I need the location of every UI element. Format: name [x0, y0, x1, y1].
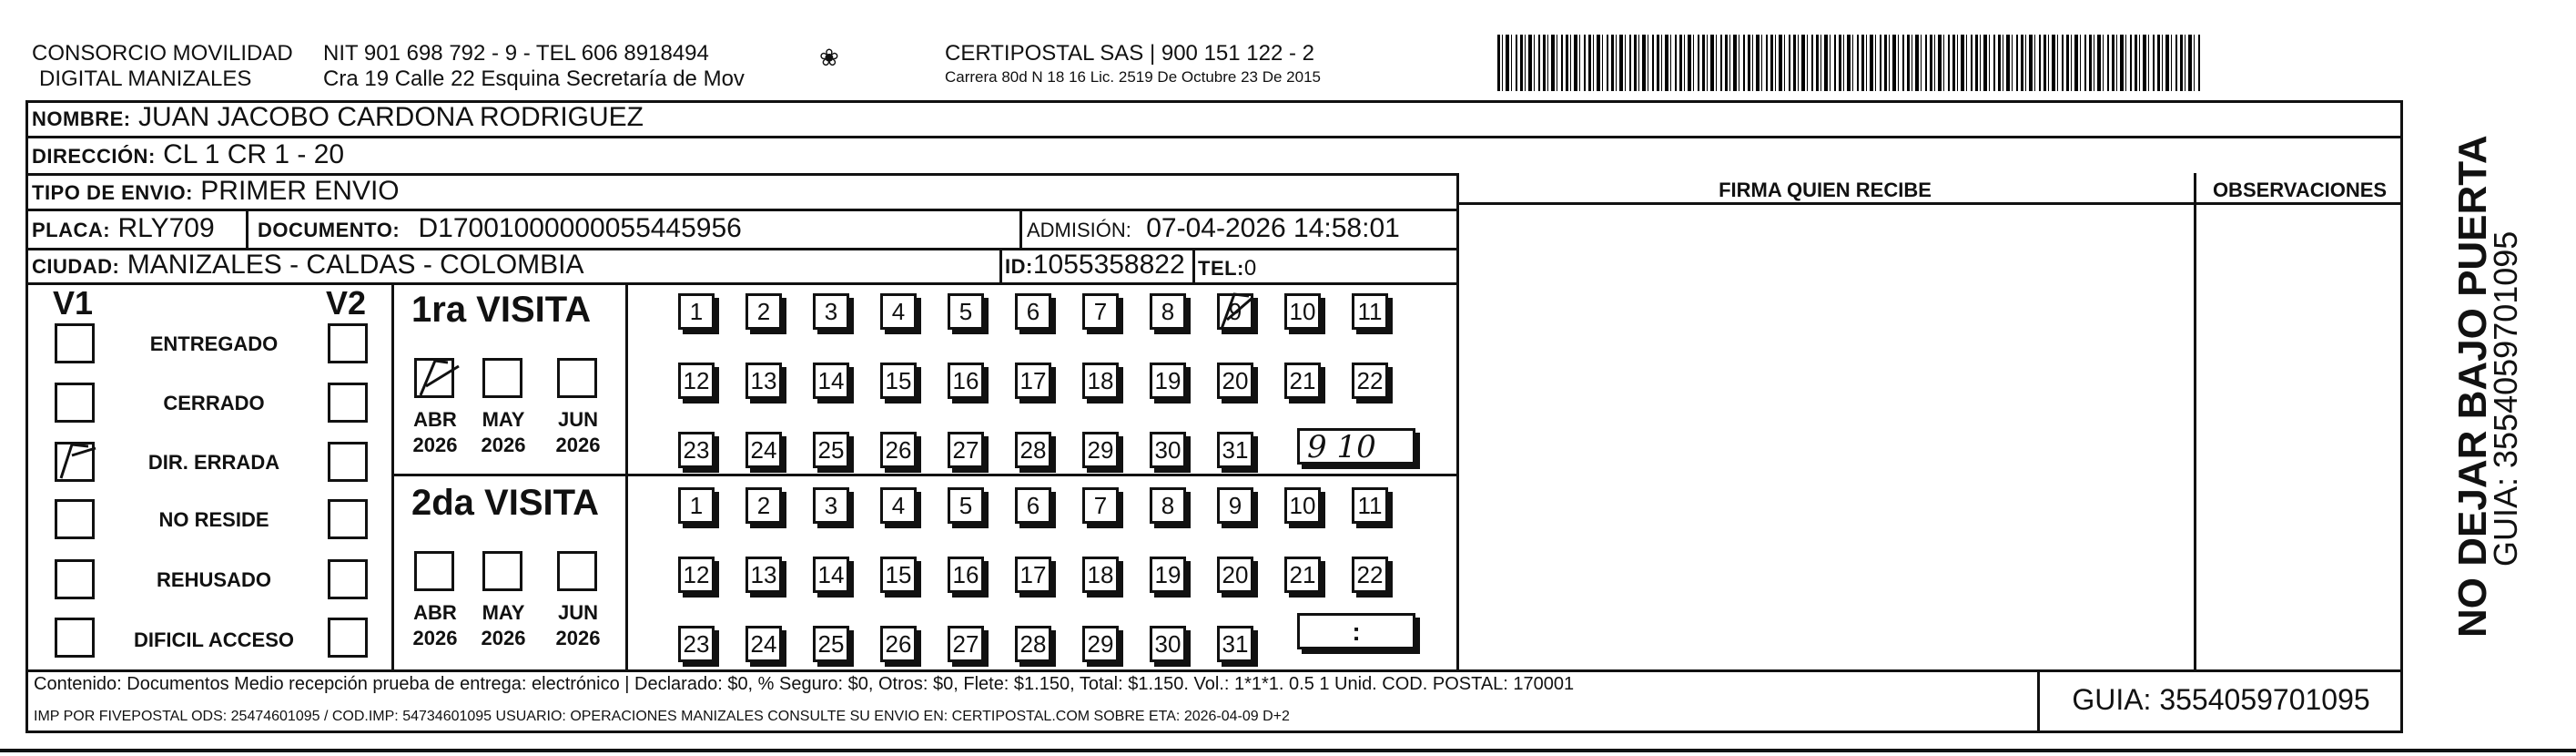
v1-no-reside-checkbox[interactable]: [55, 499, 95, 539]
v1-day-5[interactable]: 5: [948, 293, 984, 330]
admision-row: ADMISIÓN: 07-04-2026 14:58:01: [1027, 213, 1400, 243]
v1-month-may-checkbox[interactable]: [482, 358, 522, 398]
v1-day-18[interactable]: 18: [1082, 363, 1119, 399]
v1-day-31[interactable]: 31: [1217, 432, 1253, 468]
v1-day-27[interactable]: 27: [948, 432, 984, 468]
v1-month-abr-checkbox[interactable]: [414, 358, 454, 398]
v1-day-26[interactable]: 26: [880, 432, 917, 468]
courier-logo-icon: ❀: [819, 44, 839, 71]
v1-day-7[interactable]: 7: [1082, 293, 1119, 330]
v1-month-may: MAY: [482, 408, 525, 431]
v1-day-6[interactable]: 6: [1015, 293, 1051, 330]
v1-day-20[interactable]: 20: [1217, 363, 1253, 399]
v1-day-22[interactable]: 22: [1352, 363, 1388, 399]
v1-entregado-checkbox[interactable]: [55, 323, 95, 363]
v2-month-may-checkbox[interactable]: [482, 551, 522, 591]
v1-day-25[interactable]: 25: [813, 432, 849, 468]
handwritten-check-icon: [1216, 289, 1258, 332]
v2-day-4[interactable]: 4: [880, 487, 917, 524]
v2-day-12[interactable]: 12: [678, 557, 715, 593]
v2-day-2[interactable]: 2: [745, 487, 782, 524]
side-guia: GUIA: 3554059701095: [2487, 230, 2524, 567]
v2-day-25[interactable]: 25: [813, 626, 849, 662]
ciudad-row: CIUDAD: MANIZALES - CALDAS - COLOMBIA: [32, 250, 584, 280]
v1-day-16[interactable]: 16: [948, 363, 984, 399]
v2-month-abr: ABR: [413, 601, 457, 624]
v1-day-15[interactable]: 15: [880, 363, 917, 399]
v2-rehusado-checkbox[interactable]: [328, 559, 368, 599]
second-visit-time: :: [1352, 618, 1361, 646]
footer-guia: GUIA: 3554059701095: [2072, 683, 2370, 716]
tel-value: 0: [1243, 256, 1257, 281]
tipo-envio-value: PRIMER ENVIO: [200, 176, 400, 206]
status-entregado: ENTREGADO: [149, 332, 279, 355]
v2-dificil-acceso-checkbox[interactable]: [328, 618, 368, 658]
footer-content: Contenido: Documentos Medio recepción prueba de entrega: electrónico | Declarado: $0, % Seguro: $0, Otros: $0, Flete: $1.150, Total: $1.150. Vol.: 1*1*1. 0.5 1 Unid. COD. POSTAL: 170001: [34, 674, 1575, 694]
status-rehusado: REHUSADO: [157, 568, 271, 591]
v2-day-10[interactable]: 10: [1284, 487, 1321, 524]
v2-day-18[interactable]: 18: [1082, 557, 1119, 593]
v1-day-12[interactable]: 12: [678, 363, 715, 399]
observaciones-label: OBSERVACIONES: [2212, 179, 2388, 201]
second-visit-title: 2da VISITA: [411, 483, 599, 523]
second-visit-time-box[interactable]: [1297, 613, 1415, 649]
v1-year-jun: 2026: [555, 434, 601, 456]
v2-day-1[interactable]: 1: [678, 487, 715, 524]
v2-day-29[interactable]: 29: [1082, 626, 1119, 662]
v2-month-abr-checkbox[interactable]: [414, 551, 454, 591]
company-nit: NIT 901 698 792 - 9 - TEL 606 8918494 Cra 19 Calle 22 Esquina Secretaría de Mov: [323, 41, 745, 91]
v1-day-30[interactable]: 30: [1150, 432, 1186, 468]
v1-day-8[interactable]: 8: [1150, 293, 1186, 330]
v2-year-jun: 2026: [555, 627, 601, 649]
documento-row: DOCUMENTO: D17001000000055445956: [258, 213, 742, 243]
status-no-reside: NO RESIDE: [158, 508, 269, 531]
courier-info: CERTIPOSTAL SAS | 900 151 122 - 2 Carrera 80d N 18 16 Lic. 2519 De Octubre 23 De 2015: [945, 41, 1321, 86]
v1-dir-errada-checkbox[interactable]: [55, 442, 95, 482]
v1-cerrado-checkbox[interactable]: [55, 383, 95, 423]
direccion-value: CL 1 CR 1 - 20: [163, 139, 345, 169]
v2-day-27[interactable]: 27: [948, 626, 984, 662]
v1-month-jun-checkbox[interactable]: [557, 358, 597, 398]
v2-day-13[interactable]: 13: [745, 557, 782, 593]
v2-day-30[interactable]: 30: [1150, 626, 1186, 662]
v1-day-3[interactable]: 3: [813, 293, 849, 330]
v2-day-22[interactable]: 22: [1352, 557, 1388, 593]
v1-year-may: 2026: [481, 434, 526, 456]
placa-value: RLY709: [117, 213, 215, 243]
v2-day-16[interactable]: 16: [948, 557, 984, 593]
v1-day-21[interactable]: 21: [1284, 363, 1321, 399]
tipo-envio-row: TIPO DE ENVIO: PRIMER ENVIO: [32, 176, 400, 206]
v2-day-24[interactable]: 24: [745, 626, 782, 662]
v1-day-23[interactable]: 23: [678, 432, 715, 468]
id-value: 1055358822: [1032, 250, 1185, 280]
v2-month-jun: JUN: [557, 601, 598, 624]
v1-rehusado-checkbox[interactable]: [55, 559, 95, 599]
status-cerrado: CERRADO: [163, 392, 265, 414]
v1-month-jun: JUN: [557, 408, 598, 431]
status-dificil-acceso: DIFICIL ACCESO: [133, 628, 294, 651]
nombre-row: NOMBRE: JUAN JACOBO CARDONA RODRIGUEZ: [32, 102, 644, 132]
v2-label: V2: [326, 284, 367, 322]
v2-entregado-checkbox[interactable]: [328, 323, 368, 363]
tel-row: TEL:0: [1198, 256, 1257, 281]
bottom-rule: [0, 749, 2576, 752]
v2-no-reside-checkbox[interactable]: [328, 499, 368, 539]
v1-day-1[interactable]: 1: [678, 293, 715, 330]
footer-print-info: IMP POR FIVEPOSTAL ODS: 25474601095 / COD.IMP: 54734601095 USUARIO: OPERACIONES MANIZALES CONSULTE SU ENVIO EN: CERTIPOSTAL.COM SOBRE ETA: 2026-04-09 D+2: [34, 709, 1290, 724]
v2-year-may: 2026: [481, 627, 526, 649]
v1-day-17[interactable]: 17: [1015, 363, 1051, 399]
v1-day-11[interactable]: 11: [1352, 293, 1388, 330]
v2-month-jun-checkbox[interactable]: [557, 551, 597, 591]
v1-day-28[interactable]: 28: [1015, 432, 1051, 468]
v1-day-19[interactable]: 19: [1150, 363, 1186, 399]
v2-day-28[interactable]: 28: [1015, 626, 1051, 662]
v2-day-14[interactable]: 14: [813, 557, 849, 593]
v1-dificil-acceso-checkbox[interactable]: [55, 618, 95, 658]
v2-day-3[interactable]: 3: [813, 487, 849, 524]
side-warning: NO DEJAR BAJO PUERTA: [2450, 135, 2495, 638]
v1-day-2[interactable]: 2: [745, 293, 782, 330]
v1-day-14[interactable]: 14: [813, 363, 849, 399]
v2-day-23[interactable]: 23: [678, 626, 715, 662]
v2-dir-errada-checkbox[interactable]: [328, 442, 368, 482]
id-row: ID:1055358822: [1005, 250, 1185, 280]
placa-row: PLACA: RLY709: [32, 213, 215, 243]
v2-day-20[interactable]: 20: [1217, 557, 1253, 593]
v1-day-4[interactable]: 4: [880, 293, 917, 330]
v2-year-abr: 2026: [412, 627, 458, 649]
company-name: CONSORCIO MOVILIDAD DIGITAL MANIZALES: [32, 41, 293, 91]
v2-day-11[interactable]: 11: [1352, 487, 1388, 524]
v2-day-8[interactable]: 8: [1150, 487, 1186, 524]
first-visit-title: 1ra VISITA: [411, 290, 592, 330]
v1-label: V1: [53, 284, 94, 322]
v2-day-19[interactable]: 19: [1150, 557, 1186, 593]
nombre-value: JUAN JACOBO CARDONA RODRIGUEZ: [137, 102, 644, 132]
v1-day-24[interactable]: 24: [745, 432, 782, 468]
v2-day-6[interactable]: 6: [1015, 487, 1051, 524]
v1-day-10[interactable]: 10: [1284, 293, 1321, 330]
v2-day-9[interactable]: 9: [1217, 487, 1253, 524]
v2-day-26[interactable]: 26: [880, 626, 917, 662]
first-visit-time: 9 10: [1307, 429, 1376, 465]
v1-day-9[interactable]: 9: [1217, 293, 1253, 330]
status-dir-errada: DIR. ERRADA: [147, 451, 280, 474]
first-visit-time-box[interactable]: [1297, 428, 1415, 465]
documento-value: D17001000000055445956: [418, 213, 742, 243]
v1-year-abr: 2026: [412, 434, 458, 456]
v2-month-may: MAY: [482, 601, 525, 624]
v2-day-7[interactable]: 7: [1082, 487, 1119, 524]
v2-day-15[interactable]: 15: [880, 557, 917, 593]
barcode: [1497, 35, 2203, 91]
v2-cerrado-checkbox[interactable]: [328, 383, 368, 423]
admision-value: 07-04-2026 14:58:01: [1146, 213, 1400, 243]
handwritten-check-icon: [413, 353, 468, 399]
handwritten-check-icon: [52, 437, 106, 483]
direccion-row: DIRECCIÓN: CL 1 CR 1 - 20: [32, 139, 345, 169]
v1-day-29[interactable]: 29: [1082, 432, 1119, 468]
v2-day-5[interactable]: 5: [948, 487, 984, 524]
v1-day-13[interactable]: 13: [745, 363, 782, 399]
v2-day-31[interactable]: 31: [1217, 626, 1253, 662]
v1-month-abr: ABR: [413, 408, 457, 431]
v2-day-21[interactable]: 21: [1284, 557, 1321, 593]
v2-day-17[interactable]: 17: [1015, 557, 1051, 593]
ciudad-value: MANIZALES - CALDAS - COLOMBIA: [127, 250, 584, 280]
firma-label: FIRMA QUIEN RECIBE: [1719, 179, 1932, 201]
